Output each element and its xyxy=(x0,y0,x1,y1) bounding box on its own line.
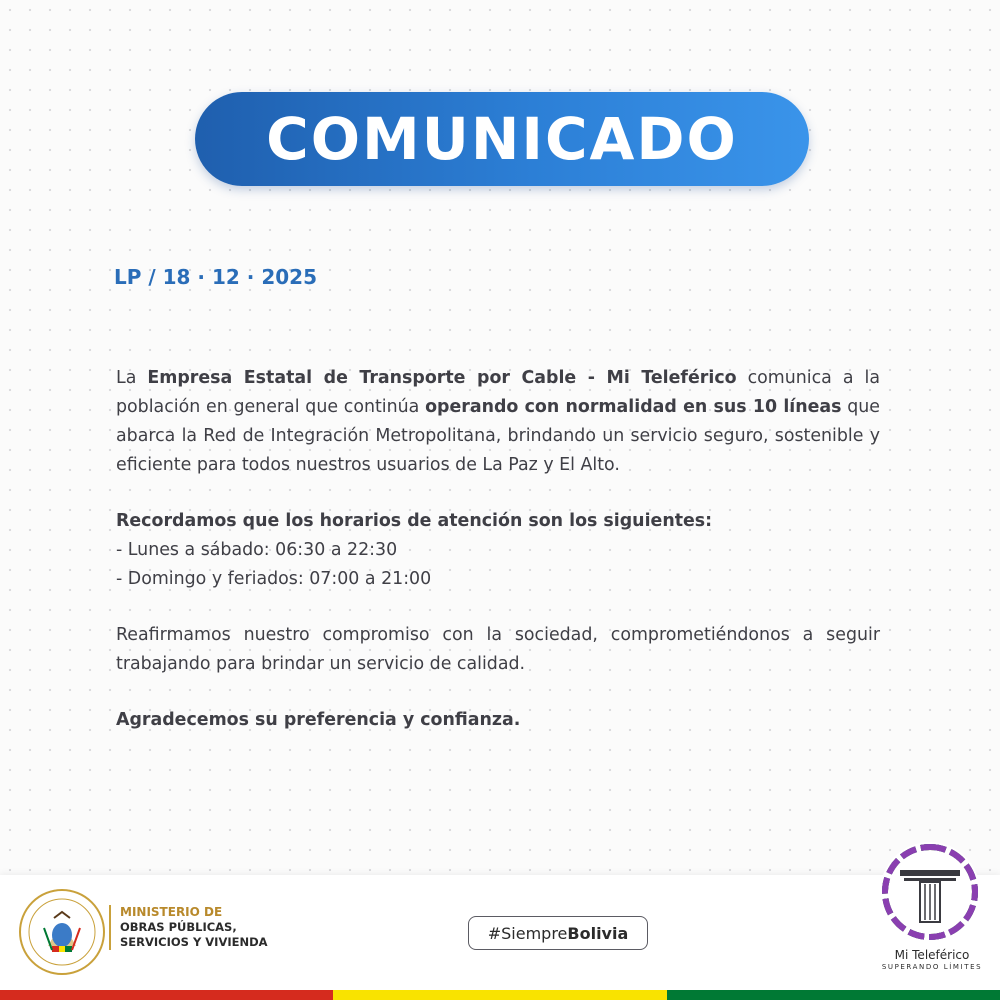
hashtag-bold: Bolivia xyxy=(567,923,629,943)
schedule-item: - Domingo y feriados: 07:00 a 21:00 xyxy=(116,569,432,589)
hashtag-prefix: #Siempre xyxy=(487,923,568,943)
announcement-body xyxy=(116,364,880,735)
flag-yellow xyxy=(333,990,666,1000)
banner-title: COMUNICADO xyxy=(266,105,738,173)
logo-name: Mi Teleférico xyxy=(894,948,970,962)
closing-line: Agradecemos su preferencia y confianza. xyxy=(116,710,521,730)
mi-teleferico-logo xyxy=(872,838,992,978)
date-line: LP / 18 · 12 · 2025 xyxy=(114,265,318,289)
paragraph-commitment: Reafirmamos nuestro compromiso con la sociedad, comprometiéndonos a seguir trabajando para brindar un servicio de calidad. xyxy=(116,625,880,674)
flag-red xyxy=(0,990,333,1000)
schedule-heading: Recordamos que los horarios de atención son los siguientes: xyxy=(116,511,713,531)
state-seal-icon xyxy=(18,888,106,976)
operations-highlight: operando con normalidad en sus 10 líneas xyxy=(425,397,842,417)
schedule-item: - Lunes a sábado: 06:30 a 22:30 xyxy=(116,540,398,560)
company-name: Empresa Estatal de Transporte por Cable - Mi Teleférico xyxy=(147,368,737,388)
ministry-line2: OBRAS PÚBLICAS, xyxy=(120,920,237,934)
logo-tagline: SUPERANDO LÍMITES xyxy=(881,963,983,971)
comunicado-banner xyxy=(195,92,809,186)
ministry-line1: MINISTERIO DE xyxy=(120,905,223,919)
ministry-label xyxy=(109,905,268,950)
flag-green xyxy=(667,990,1000,1000)
hashtag-badge xyxy=(468,916,648,950)
paragraph-intro: La Empresa Estatal de Transporte por Cable - Mi Teleférico comunica a la población en general que continúa operando con normalidad en sus 10 líneas que abarca la Red de Integración Metropolitana, brindando un servicio seguro, sostenible y eficiente para todos nuestros usuarios de La Paz y El Alto. xyxy=(116,368,881,475)
teleferico-logo-icon xyxy=(878,840,982,944)
flag-stripe xyxy=(0,990,1000,1000)
ministry-line3: SERVICIOS Y VIVIENDA xyxy=(120,935,268,949)
